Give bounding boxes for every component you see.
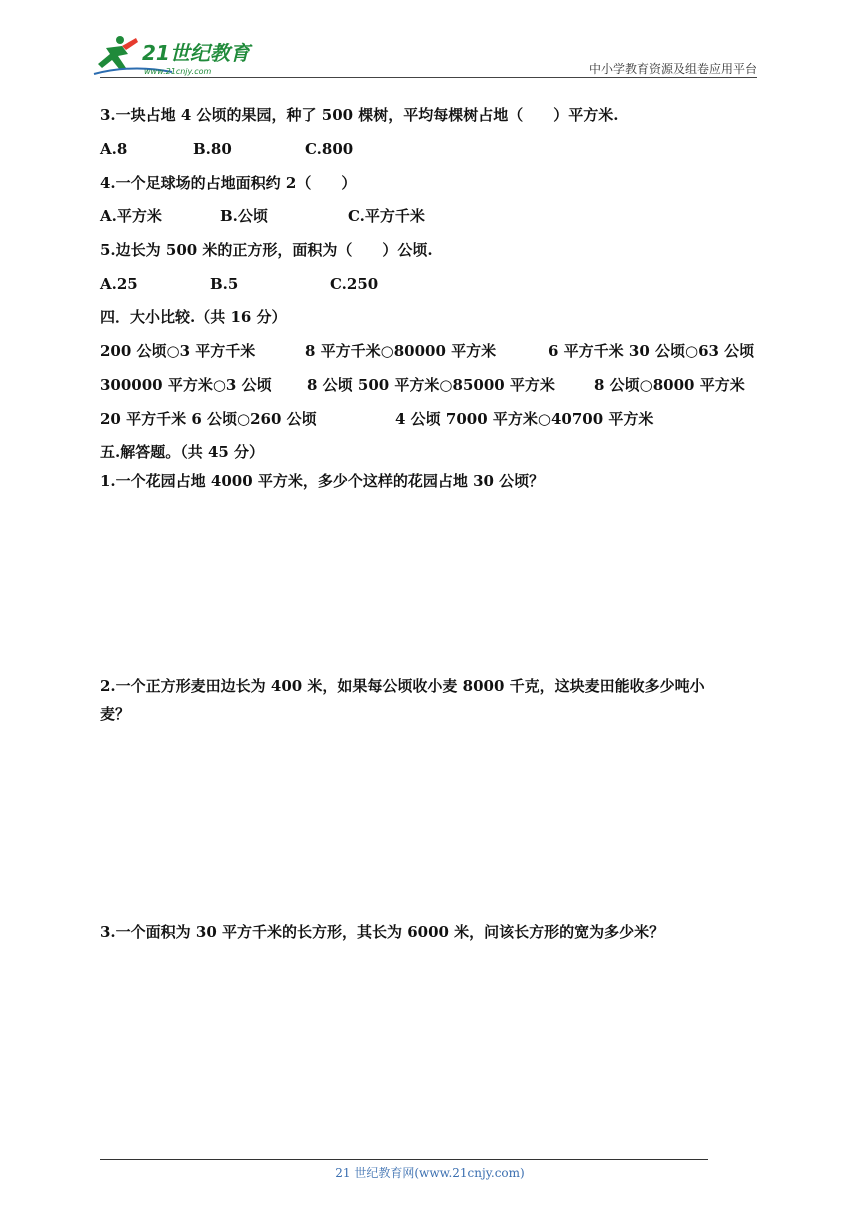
q4-option-c: C.平方千米: [348, 207, 425, 225]
q3-option-c: C.800: [305, 140, 354, 158]
q3-option-a: A.8: [100, 140, 128, 158]
q4-option-b: B.公顷: [220, 207, 268, 225]
question-5-2-line2: 麦？: [100, 705, 131, 723]
question-3-4: 4.一个足球场的占地面积约 2（ ）: [100, 174, 357, 192]
question-3-5: 5.边长为 500 米的正方形，面积为（ ）公顷.: [100, 241, 433, 259]
site-logo: [92, 34, 262, 78]
question-5-2-line1: 2.一个正方形麦田边长为 400 米，如果每公顷收小麦 8000 千克，这块麦田能收多少吨小: [100, 677, 705, 695]
question-5-1: 1.一个花园占地 4000 平方米，多少个这样的花园占地 30 公顷？: [100, 472, 545, 490]
question-5-3: 3.一个面积为 30 平方千米的长方形，其长为 6000 米，问该长方形的宽为多少米？: [100, 923, 665, 941]
header-platform-text: 中小学教育资源及组卷应用平台: [588, 62, 757, 76]
q4-option-a: A.平方米: [100, 207, 162, 225]
logo-url: www.21cnjy.com: [144, 67, 212, 76]
footer-text: 21 世纪教育网(www.21cnjy.com): [335, 1166, 525, 1180]
compare-item: 8 平方千米○80000 平方米: [305, 342, 497, 360]
compare-item: 8 公顷 500 平方米○85000 平方米: [307, 376, 555, 394]
compare-item: 200 公顷○3 平方千米: [100, 342, 256, 360]
compare-item: 4 公顷 7000 平方米○40700 平方米: [395, 410, 654, 428]
question-3-3: 3.一块占地 4 公顷的果园，种了 500 棵树，平均每棵树占地（ ）平方米.: [100, 106, 619, 124]
page-header: [0, 0, 860, 80]
logo-text: 21世纪教育: [142, 41, 250, 65]
compare-item: 300000 平方米○3 公顷: [100, 376, 272, 394]
compare-item: 8 公顷○8000 平方米: [594, 376, 745, 394]
section-5-title: 五.解答题。（共 45 分）: [100, 443, 265, 461]
section-4-title: 四．大小比较.（共 16 分）: [100, 308, 287, 326]
q3-option-b: B.80: [193, 140, 232, 158]
q5-option-b: B.5: [210, 275, 239, 293]
compare-item: 20 平方千米 6 公顷○260 公顷: [100, 410, 317, 428]
footer-divider: [100, 1159, 708, 1160]
header-divider: [100, 77, 757, 78]
q5-option-c: C.250: [330, 275, 379, 293]
q5-option-a: A.25: [100, 275, 138, 293]
compare-item: 6 平方千米 30 公顷○63 公顷: [548, 342, 755, 360]
